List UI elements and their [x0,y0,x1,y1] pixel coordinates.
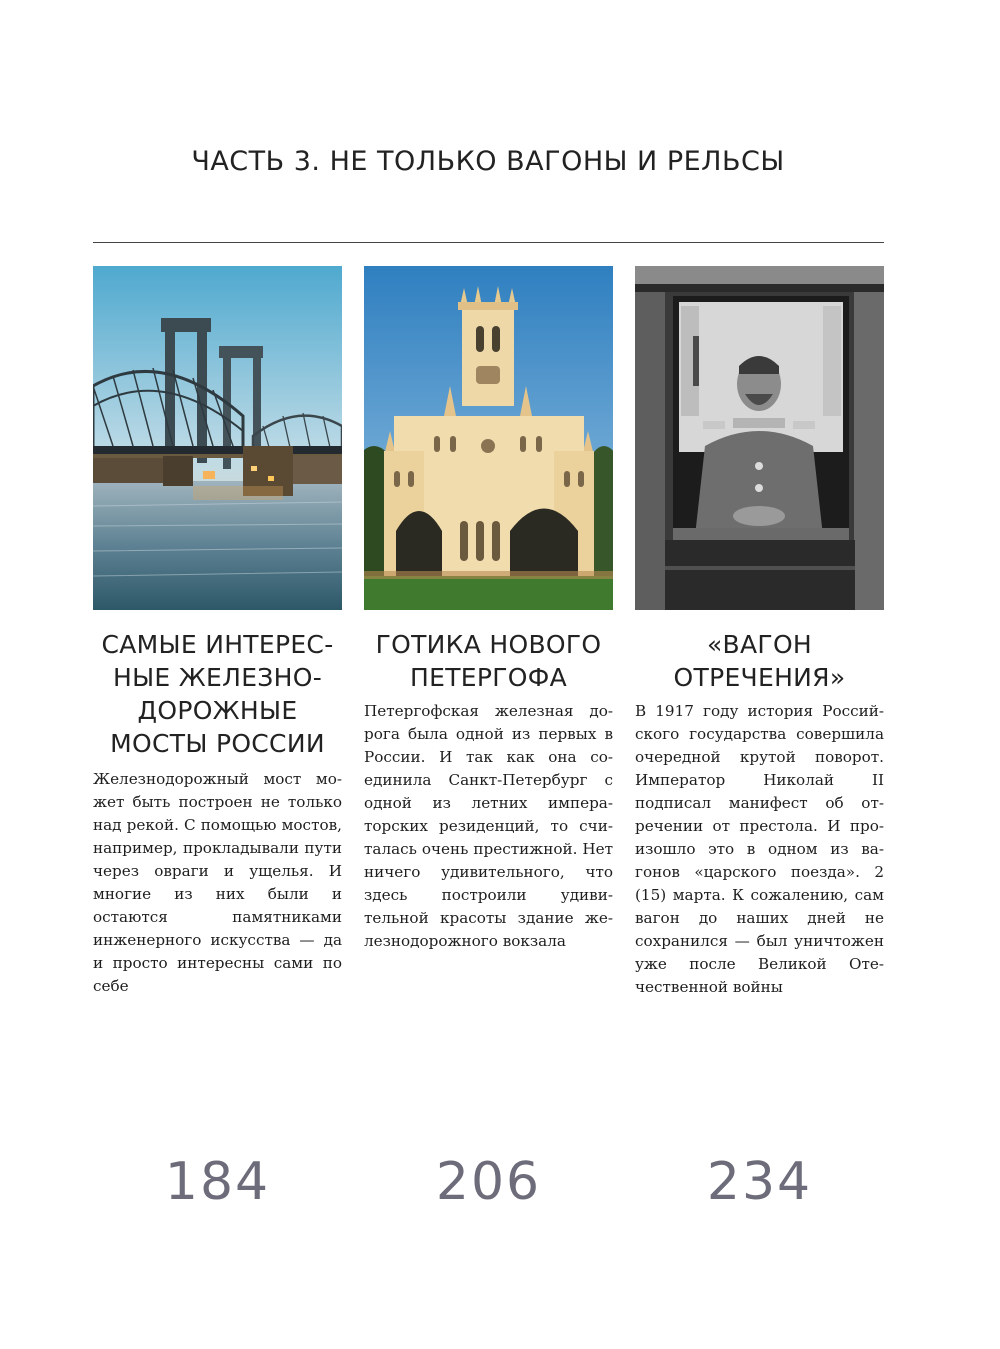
heading-line: ГОТИКА НОВОГО [375,630,602,659]
article-text: Железнодорожный мост может быть построен не только над рекой. С помощью мостов, например, прокладывали пути через овраги и ущелья. И многие из них были и остаются памятниками инженерного искусства — да и просто интересны сами по себе [93,770,342,995]
heading-line: «ВАГОН [706,630,813,659]
heading-line: ОТРЕЧЕНИЯ» [673,663,846,692]
article-heading [364,628,613,694]
gothic-station-photo [364,266,613,610]
divider [93,242,884,243]
heading-line: МОСТЫ РОССИИ [110,729,325,758]
heading-line: ДОРОЖНЫЕ [137,696,298,725]
article-column-abdication [635,266,884,999]
page-number[interactable]: 184 [164,1152,271,1212]
article-text: Петергофская железная дорога была одной из первых в России. И так как она соединила Санкт-Петербург с одной из летних императорских резиденций, то считалась очень престижной. Нет ничего удивительного, что здесь построили удивительной красоты здание железнодорожного вокзала [364,702,613,950]
heading-line: САМЫЕ ИНТЕРЕС- [101,630,334,659]
abdication-carriage-photo [635,266,884,610]
part-title: ЧАСТЬ 3. НЕ ТОЛЬКО ВАГОНЫ И РЕЛЬСЫ [191,146,785,177]
article-text: В 1917 году история Российского государства совершила очередной крутой поворот. Император Николай II подписал манифест об отречении от престола. И произошло это в одном из вагонов «царского поезда». 2 (15) марта. К сожалению, сам вагон до наших дней не сохранился — был уничтожен уже после Великой Отечественной войны [635,702,884,996]
page-number[interactable]: 206 [435,1152,542,1212]
heading-line: НЫЕ ЖЕЛЕЗНО- [112,663,323,692]
article-column-peterhof [364,266,613,953]
article-column-bridges [93,266,342,998]
heading-line: ПЕТЕРГОФА [410,663,567,692]
article-heading [93,628,342,760]
railway-bridge-photo [93,266,342,610]
article-heading [635,628,884,694]
page-number[interactable]: 234 [706,1152,813,1212]
